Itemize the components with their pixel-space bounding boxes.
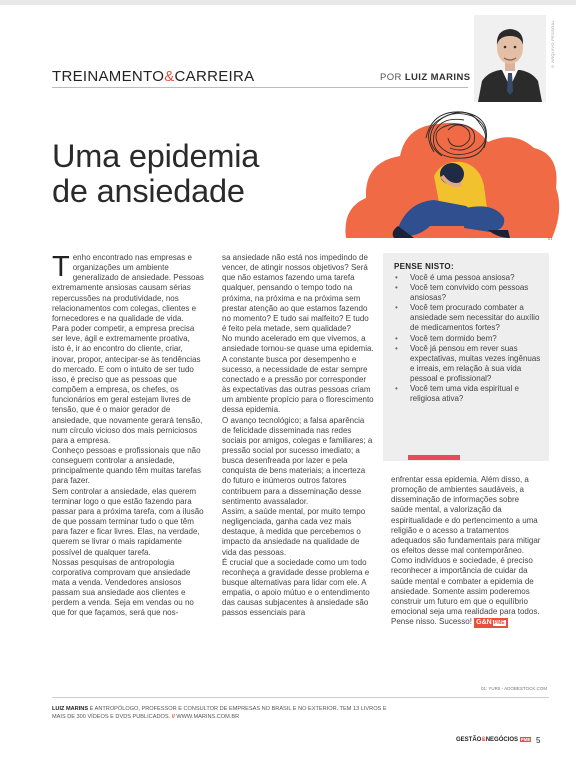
photo-credit: © ARQUIVO PESSOAL <box>550 20 555 70</box>
list-item: • Você tem uma vida espiritual e religiosa ativa? <box>394 384 544 404</box>
article-column-3 <box>391 475 543 628</box>
list-item: • Você tem procurado combater a ansiedade sem necessitar do auxílio de medicamentos fortes? <box>394 303 544 333</box>
paragraph: Assim, a saúde mental, por muito tempo negligenciada, ganha cada vez mais destaque, à medida que percebemos o impacto da ansiedade na qualidade de vida das pessoas. <box>222 506 366 557</box>
pense-nisto-title: PENSE NISTO: <box>394 262 454 271</box>
author-bio: LUIZ MARINS É ANTROPÓLOGO, PROFESSOR E CONSULTOR DE EMPRESAS NO BRASIL E NO EXTERIOR. TEM 13 LIVROS E MAIS DE 300 VÍDEOS E DVDS PUBLICADOS. // WWW.MARINS.COM.BR <box>52 706 387 720</box>
author-portrait-icon <box>474 15 546 102</box>
header-rule <box>52 87 468 88</box>
author-portrait <box>474 15 546 102</box>
paragraph: O avanço tecnológico; a falsa aparência de felicidade disseminada nas redes sociais por amigos, colegas e familiares; a pressão social por sucesso imediato; a busca desenfreada por lazer e pela conquista de bens materiais; a incerteza do futuro e inúmeros outros fatores contribuem para a disseminação desse sentimento avassalador. <box>222 415 373 506</box>
paragraph: Pense nisso. Sucesso! G&N PME <box>391 617 543 628</box>
paragraph: No mundo acelerado em que vivemos, a ansiedade tornou-se quase uma epidemia. A constante busca por desempenho e sucesso, a necessidade de estar sempre conectado e a pressão por corresponder às expectativas das outras pessoas criam um ambiente propício para o florescimento dessa epidemia. <box>222 334 374 415</box>
magazine-name: GESTÃO&NEGÓCIOS PME <box>456 737 531 743</box>
section-label: TREINAMENTO&CARREIRA <box>52 68 255 85</box>
paragraph: Nossas pesquisas de antropologia corporativa comprovam que ansiedade mata a venda. Vendedores ansiosos passam sua ansiedade aos clientes e perdem a venda. Seja em vendas ou no que for que façamos, será que nos- <box>52 557 194 618</box>
illustration-tag: 01 <box>548 236 553 241</box>
paragraph: É crucial que a sociedade como um todo reconheça a gravidade desse problema e busque alternativas para lidar com ele. A empatia, o apoio mútuo e o entendimento das causas subjacentes à ansiedade são passos essenciais para <box>222 557 370 618</box>
article-column-1 <box>52 253 204 619</box>
paragraph: Conheço pessoas e profissionais que não conseguem controlar a ansiedade, principalmente quando têm muitas tarefas para fazer. <box>52 445 201 486</box>
anxious-person-illustration <box>338 90 566 250</box>
end-logo: G&N PME <box>474 618 507 628</box>
drop-cap: T <box>52 251 70 283</box>
byline: POR LUIZ MARINS <box>380 72 471 83</box>
pense-nisto-list <box>394 273 544 404</box>
paragraph: sa ansiedade não está nos impedindo de vencer, de atingir nossos objetivos? Será que não estamos fazendo uma tarefa qualquer, pensando o tempo todo na próxima, na próxima e na próxima sem prestar atenção ao que estamos fazendo no momento? E tudo sai malfeito? E tudo é feito pela metade, sem qualidade? <box>222 253 369 334</box>
anxious-person-icon <box>338 90 566 250</box>
list-item: • Você já pensou em rever suas expectativas, muitas vezes ingênuas e irreais, em relação à sua vida pessoal e profissional? <box>394 344 544 384</box>
paragraph: Sem controlar a ansiedade, elas querem terminar logo o que estão fazendo para passar para a próxima tarefa, com a ilusão de que possam terminar tudo o que têm para fazer e ficar livres. Elas, na verdade, querem se livrar o mais rapidamente possível de qualquer tarefa. <box>52 486 204 557</box>
paragraph: enfrentar essa epidemia. Além disso, a promoção de ambientes saudáveis, a disseminação de informações sobre saúde mental, a valorização da espiritualidade e do pertencimento a uma religião e o acesso a tratamentos adequados são fundamentais para mitigar os efeitos desse mal contemporâneo. <box>391 475 541 556</box>
paragraph: Tenho encontrado nas empresas e organizações um ambiente generalizado de ansiedade. Pessoas extremamente ansiosas causam sérias repercussões na produtividade, nos relacionamentos com colegas, clientes e fornecedores e na qualidade de vida. <box>52 251 204 323</box>
article-title: Uma epidemia de ansiedade <box>52 138 260 209</box>
sidebar-accent-bar <box>408 455 460 460</box>
paragraph: Para poder competir, a empresa precisa ser leve, ágil e extremamente proativa, isto é, ir ao encontro do cliente, criar, inovar, propor, antecipar-se às tendências do mercado. E com o intuito de ser tudo isso, é preciso que as pessoas que compõem a empresa, os chefes, os funcionários em geral estejam livres de tensão, que é o maior gerador de ansiedade, que novamente gerará tensão, num círculo vicioso dos mais perniciosos para a empresa. <box>52 324 203 445</box>
page-number: 5 <box>536 736 541 745</box>
author-website-link[interactable]: WWW.MARINS.COM.BR <box>176 714 240 720</box>
article-column-2 <box>222 253 374 619</box>
list-item: • Você tem dormido bem? <box>394 334 544 344</box>
list-item: • Você é uma pessoa ansiosa? <box>394 273 544 283</box>
image-credit: 01: YURII - ADOBESTOCK.COM <box>481 686 548 691</box>
paragraph: Como indivíduos e sociedade, é preciso reconhecer a importância de cuidar da saúde mental e combater a epidemia de ansiedade. Somente assim poderemos construir um futuro em que o equilíbrio emocional seja uma realidade para todos. <box>391 556 540 617</box>
footer-rule <box>52 697 549 698</box>
list-item: • Você tem convivido com pessoas ansiosas? <box>394 283 544 303</box>
top-strip <box>0 0 576 5</box>
